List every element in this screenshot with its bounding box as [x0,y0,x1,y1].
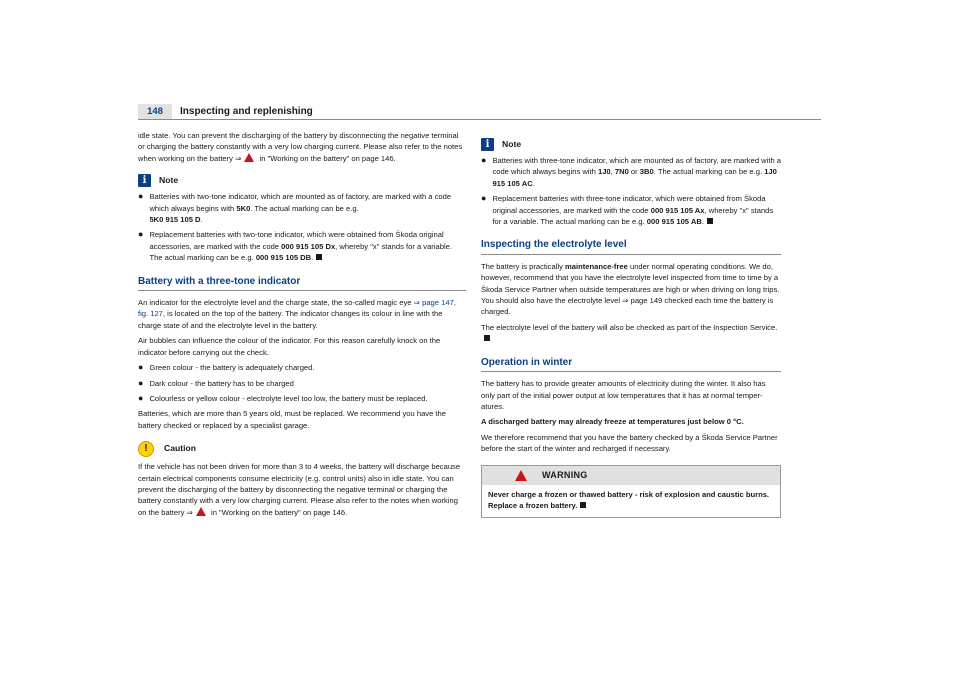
intro-text-a: idle state. You can prevent the discharging of the battery by disconnecting the negative terminal or charging the battery constantly with a very low charging current. Please also refer to the notes when working on the battery ⇒ [138,131,463,163]
caution-text-b: in "Working on the battery" on page 146. [208,507,348,517]
battery-code: 000 915 105 DB [255,253,312,263]
note-text: or [628,167,640,177]
battery-code: 1J0 915 105 AC [492,167,777,188]
page-header-title: Inspecting and replenishing [180,106,313,117]
end-of-section-icon [707,218,713,224]
warning-triangle-icon [196,507,206,516]
caution-header [138,441,466,457]
list-item-text: Green colour - the battery is adequately charged. [149,363,315,373]
battery-code: 000 915 105 AB [646,217,702,227]
left-column [138,130,466,522]
body-paragraph [138,297,466,331]
note-text: . [311,253,314,263]
figure-reference-link[interactable]: ⇒ page 147, fig. 127 [138,298,456,319]
right-column [481,138,781,518]
section-title: Inspecting the electrolyte level [481,239,781,254]
body-paragraph: The battery has to provide greater amounts of electricity during the winter. It also has only part of the initial power output at low temperatures that it has at normal temper-atures. [481,379,766,411]
body-paragraph: We therefore recommend that you have the battery checked by a Škoda Service Partner before the start of the winter and recharged if necessary. [481,432,778,454]
battery-code: 5K0 915 105 D [149,215,201,225]
note-text: Batteries with three-tone indicator, which are mounted as of factory, are marked with a code which always begins with [492,156,781,177]
intro-text-b: in "Working on the battery" on page 146. [257,153,396,163]
bullet-icon: ● [138,191,144,202]
warning-text: Never charge a frozen or thawed battery - risk of explosion and caustic burns. Replace a frozen battery. [488,489,770,511]
note-title: Note [159,175,179,186]
battery-code: 3B0 [639,167,654,177]
warning-title: WARNING [542,469,588,480]
note-title: Note [502,138,522,149]
list-item-text: Colourless or yellow colour - electrolyte level too low, the battery must be replaced. [149,393,428,403]
bullet-icon: ● [138,362,144,373]
page-number: 148 [138,104,172,120]
body-text: under normal operating conditions. We do, however, recommend that you have the electrolyte level inspected from time to time by a Škoda Service Partner when outside temperatures are high or when driving on long trips. You should also have the electrolyte level ⇒ page 149 checked each time the battery is charged. [481,261,780,317]
warning-triangle-icon [244,153,254,162]
section-title: Operation in winter [481,357,781,372]
caution-icon: ! [138,441,154,457]
note-text: . [200,215,203,225]
note-text: Replacement batteries with three-tone indicator, which were obtained from Škoda original accessories, are marked with the code [492,194,766,215]
body-paragraph: Batteries, which are more than 5 years old, must be replaced. We recommend you have the battery checked or replaced by a specialist garage. [138,409,446,430]
list-item [138,229,466,263]
body-paragraph [481,261,781,318]
note-text: . [532,178,535,188]
battery-code: 5K0 [236,203,251,213]
note-header [481,138,781,151]
bullet-icon: ● [138,377,144,388]
note-text: Replacement batteries with two-tone indicator, which were obtained from Škoda original accessories, are marked with the code [149,230,444,251]
intro-paragraph [138,130,466,164]
bullet-icon: ● [138,229,144,240]
note-header [138,174,466,187]
warning-box [481,465,781,518]
list-item [138,378,466,389]
battery-code: 7N0 [614,167,629,177]
list-item-text: Dark colour - the battery has to be charged [149,378,294,388]
header-divider [138,119,821,120]
note-text: , whereby "x" stands for a variable. The actual marking can be e.g. [149,241,452,263]
body-text: The battery is practically [481,261,565,271]
body-text: , is located on the top of the battery. The indicator changes its colour in line with the charge state of and the electrolyte level in the battery. [138,309,443,330]
list-item [138,362,466,373]
bullet-icon: ● [138,392,144,403]
body-text: An indicator for the electrolyte level and the charge state, the so-called magic eye [138,298,414,308]
note-text: . The actual marking can be e.g. [250,203,359,213]
caution-paragraph [138,461,466,518]
note-icon: i [481,138,494,151]
note-text: , [610,167,615,177]
note-text: , whereby "x" stands for a variable. The actual marking can be e.g. [492,205,774,227]
end-of-section-icon [316,254,322,260]
bullet-icon: ● [481,193,487,204]
body-paragraph: Air bubbles can influence the colour of the indicator. For this reason carefully knock on the indicator before carrying out the check. [138,336,441,357]
body-text: The electrolyte level of the battery will also be checked as part of the Inspection Service. [481,322,778,332]
warning-body [482,485,780,517]
section-title: Battery with a three-tone indicator [138,276,466,291]
battery-code: 000 915 105 Dx [281,241,336,251]
list-item [138,393,466,404]
battery-code: 000 915 105 Ax [650,205,705,215]
body-paragraph [481,322,781,345]
note-text: . [701,217,704,227]
warning-triangle-icon [515,470,527,481]
warning-header [482,466,780,485]
end-of-section-icon [484,335,490,341]
list-item [138,191,466,225]
list-item [481,193,781,227]
note-icon: i [138,174,151,187]
note-text: . The actual marking can be e.g. [653,167,765,177]
battery-code: 1J0 [597,167,611,177]
emphasis-text: maintenance-free [564,261,628,271]
caution-text-a: If the vehicle has not been driven for more than 3 to 4 weeks, the battery will discharge because certain electrical components consume electricity (e.g. control units) also in idle state. You can prevent the discharging of the battery by disconnecting the negative terminal or charging the battery constantly with a very low charging current. Please also refer to the notes when working on the battery ⇒ [138,462,461,517]
note-text: Batteries with two-tone indicator, which are mounted as of factory, are marked with a code which always begins with [149,192,452,213]
bullet-icon: ● [481,155,487,165]
body-paragraph-bold: A discharged battery may already freeze at temperatures just below 0 °C. [481,417,744,427]
caution-title: Caution [164,443,196,454]
list-item [481,155,781,189]
end-of-section-icon [580,502,586,508]
